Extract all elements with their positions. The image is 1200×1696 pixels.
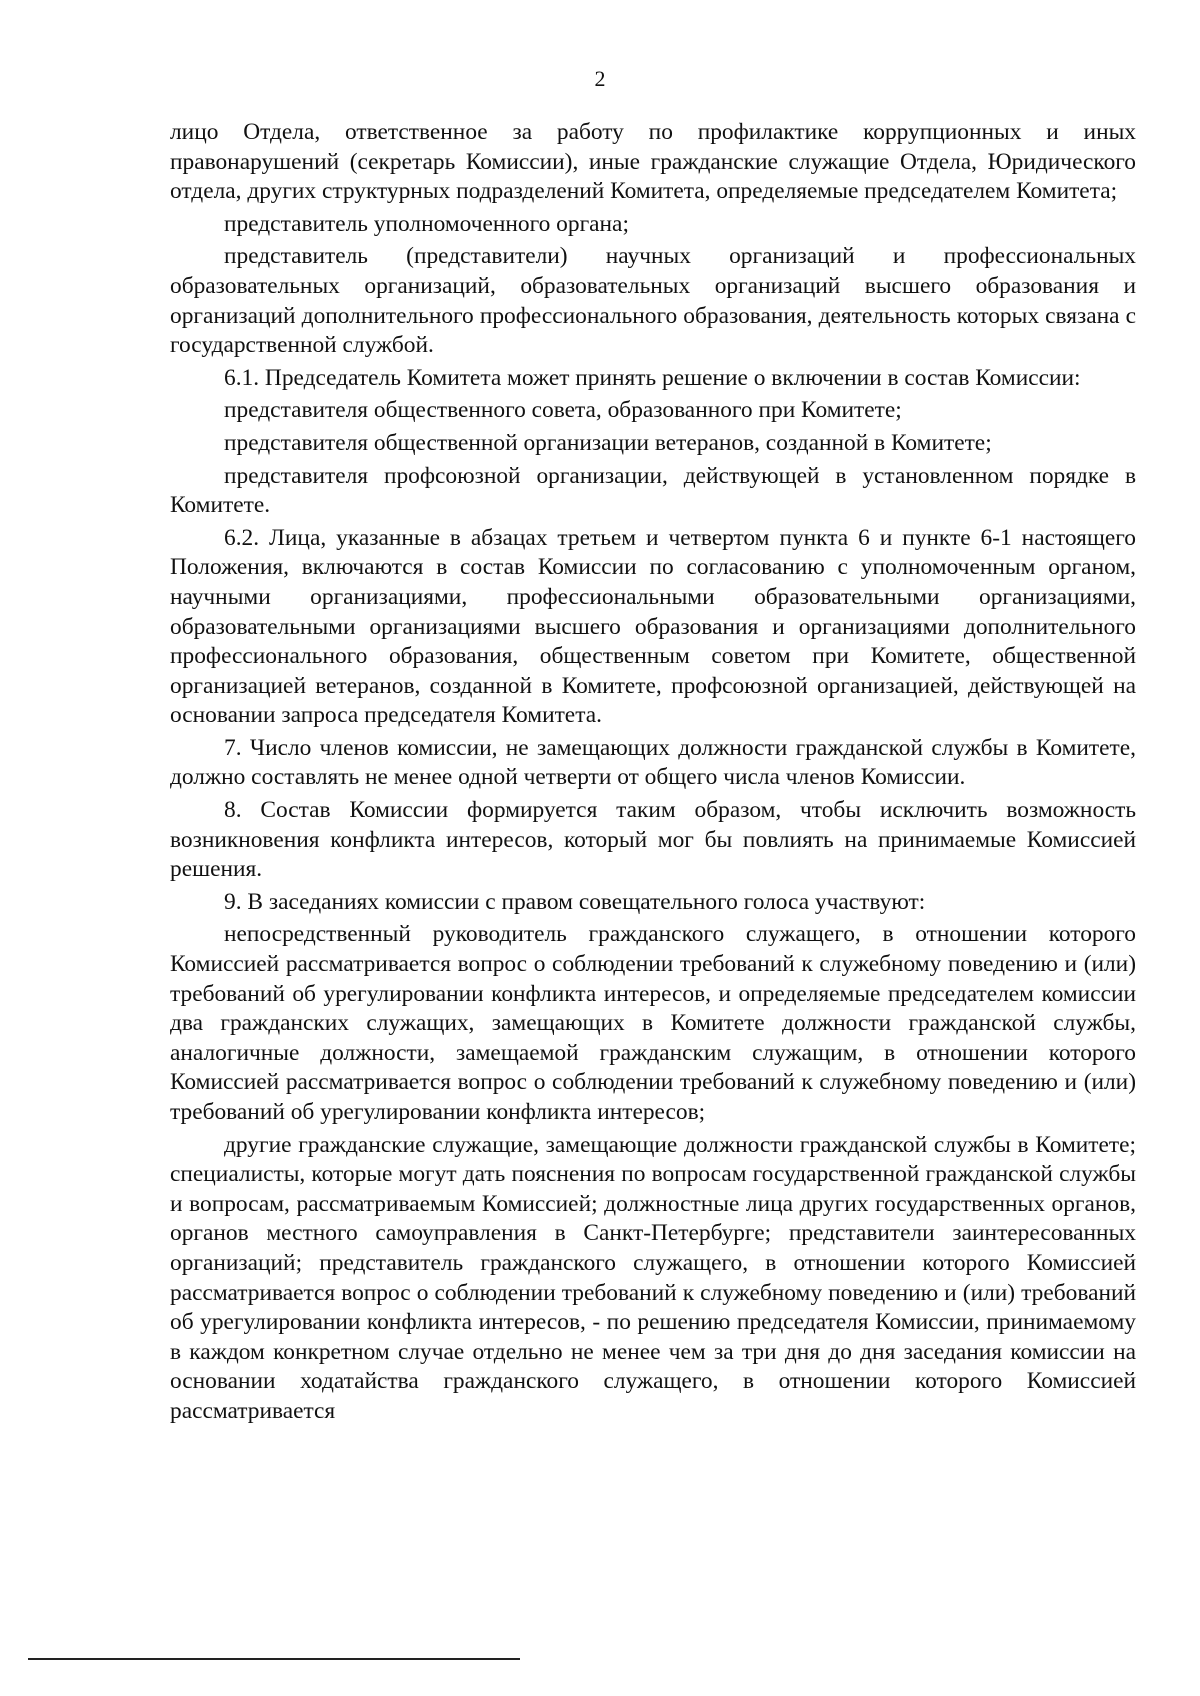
page-number: 2 xyxy=(594,66,606,91)
paragraph-7: 7. Число членов комиссии, не замещающих должности гражданской службы в Комитете, должно составлять не менее одной четверти от общего числа членов Комиссии. xyxy=(170,734,1136,791)
paragraph-other-servants: другие гражданские служащие, замещающие должности гражданской службы в Комитете; специалисты, которые могут дать пояснения по вопросам государственной гражданской службы и вопросам, рассматриваемым Комиссией; должностные лица других государственных органов, органов местного самоуправления в Санкт-Петербурге; представители заинтересованных организаций; представитель гражданского служащего, в отношении которого Комиссией рассматривается вопрос о соблюдении требований к служебному поведению и (или) требований об урегулировании конфликта интересов, - по решению председателя Комиссии, принимаемому в каждом конкретном случае отдельно не менее чем за три дня до дня заседания комиссии на основании ходатайства гражданского служащего, в отношении которого Комиссией рассматривается xyxy=(170,1131,1136,1424)
paragraph-scientific-representatives: представитель (представители) научных организаций и профессиональных образовательных организаций, образовательных организаций высшего образования и организаций дополнительного профессионального образования, деятельность которых связана с государственной службой. xyxy=(170,243,1136,359)
paragraph-continuation: лицо Отдела, ответственное за работу по профилактике коррупционных и иных правонарушений (секретарь Комиссии), иные гражданские служащие Отдела, Юридического отдела, других структурных подразделений Комитета, определяемые председателем Комитета; xyxy=(170,119,1136,205)
paragraph-6-2: 6.2. Лица, указанные в абзацах третьем и четвертом пункта 6 и пункте 6-1 настоящего Положения, включаются в состав Комиссии по согласованию с уполномоченным органом, научными организациями, профессиональными образовательными организациями, образовательными организациями высшего образования и организациями дополнительного профессионального образования, общественным советом при Комитете, общественной организацией ветеранов, созданной в Комитете, профсоюзной организацией, действующей на основании запроса председателя Комитета. xyxy=(170,524,1136,729)
footer-divider xyxy=(28,1658,520,1660)
paragraph-8: 8. Состав Комиссии формируется таким образом, чтобы исключить возможность возникновения конфликта интересов, который мог бы повлиять на принимаемые Комиссией решения. xyxy=(170,797,1136,883)
paragraph-6-1: 6.1. Председатель Комитета может принять решение о включении в состав Комиссии: xyxy=(224,364,1081,391)
document-body xyxy=(170,118,1136,1430)
paragraph-trade-union: представителя профсоюзной организации, действующей в установленном порядке в Комитете. xyxy=(170,462,1136,519)
paragraph-public-council: представителя общественного совета, образованного при Комитете; xyxy=(224,397,902,424)
paragraph-authorized-body: представитель уполномоченного органа; xyxy=(224,210,629,237)
paragraph-9: 9. В заседаниях комиссии с правом совещательного голоса участвуют: xyxy=(224,888,926,915)
paragraph-direct-supervisor: непосредственный руководитель гражданского служащего, в отношении которого Комиссией рассматривается вопрос о соблюдении требований к служебному поведению и (или) требований об урегулировании конфликта интересов, и определяемые председателем комиссии два гражданских служащих, замещающих в Комитете должности гражданской службы, аналогичные должности, замещаемой гражданским служащим, в отношении которого Комиссией рассматривается вопрос о соблюдении требований к служебному поведению и (или) требований об урегулировании конфликта интересов; xyxy=(170,921,1136,1125)
paragraph-veterans-organization: представителя общественной организации ветеранов, созданной в Комитете; xyxy=(224,429,992,456)
